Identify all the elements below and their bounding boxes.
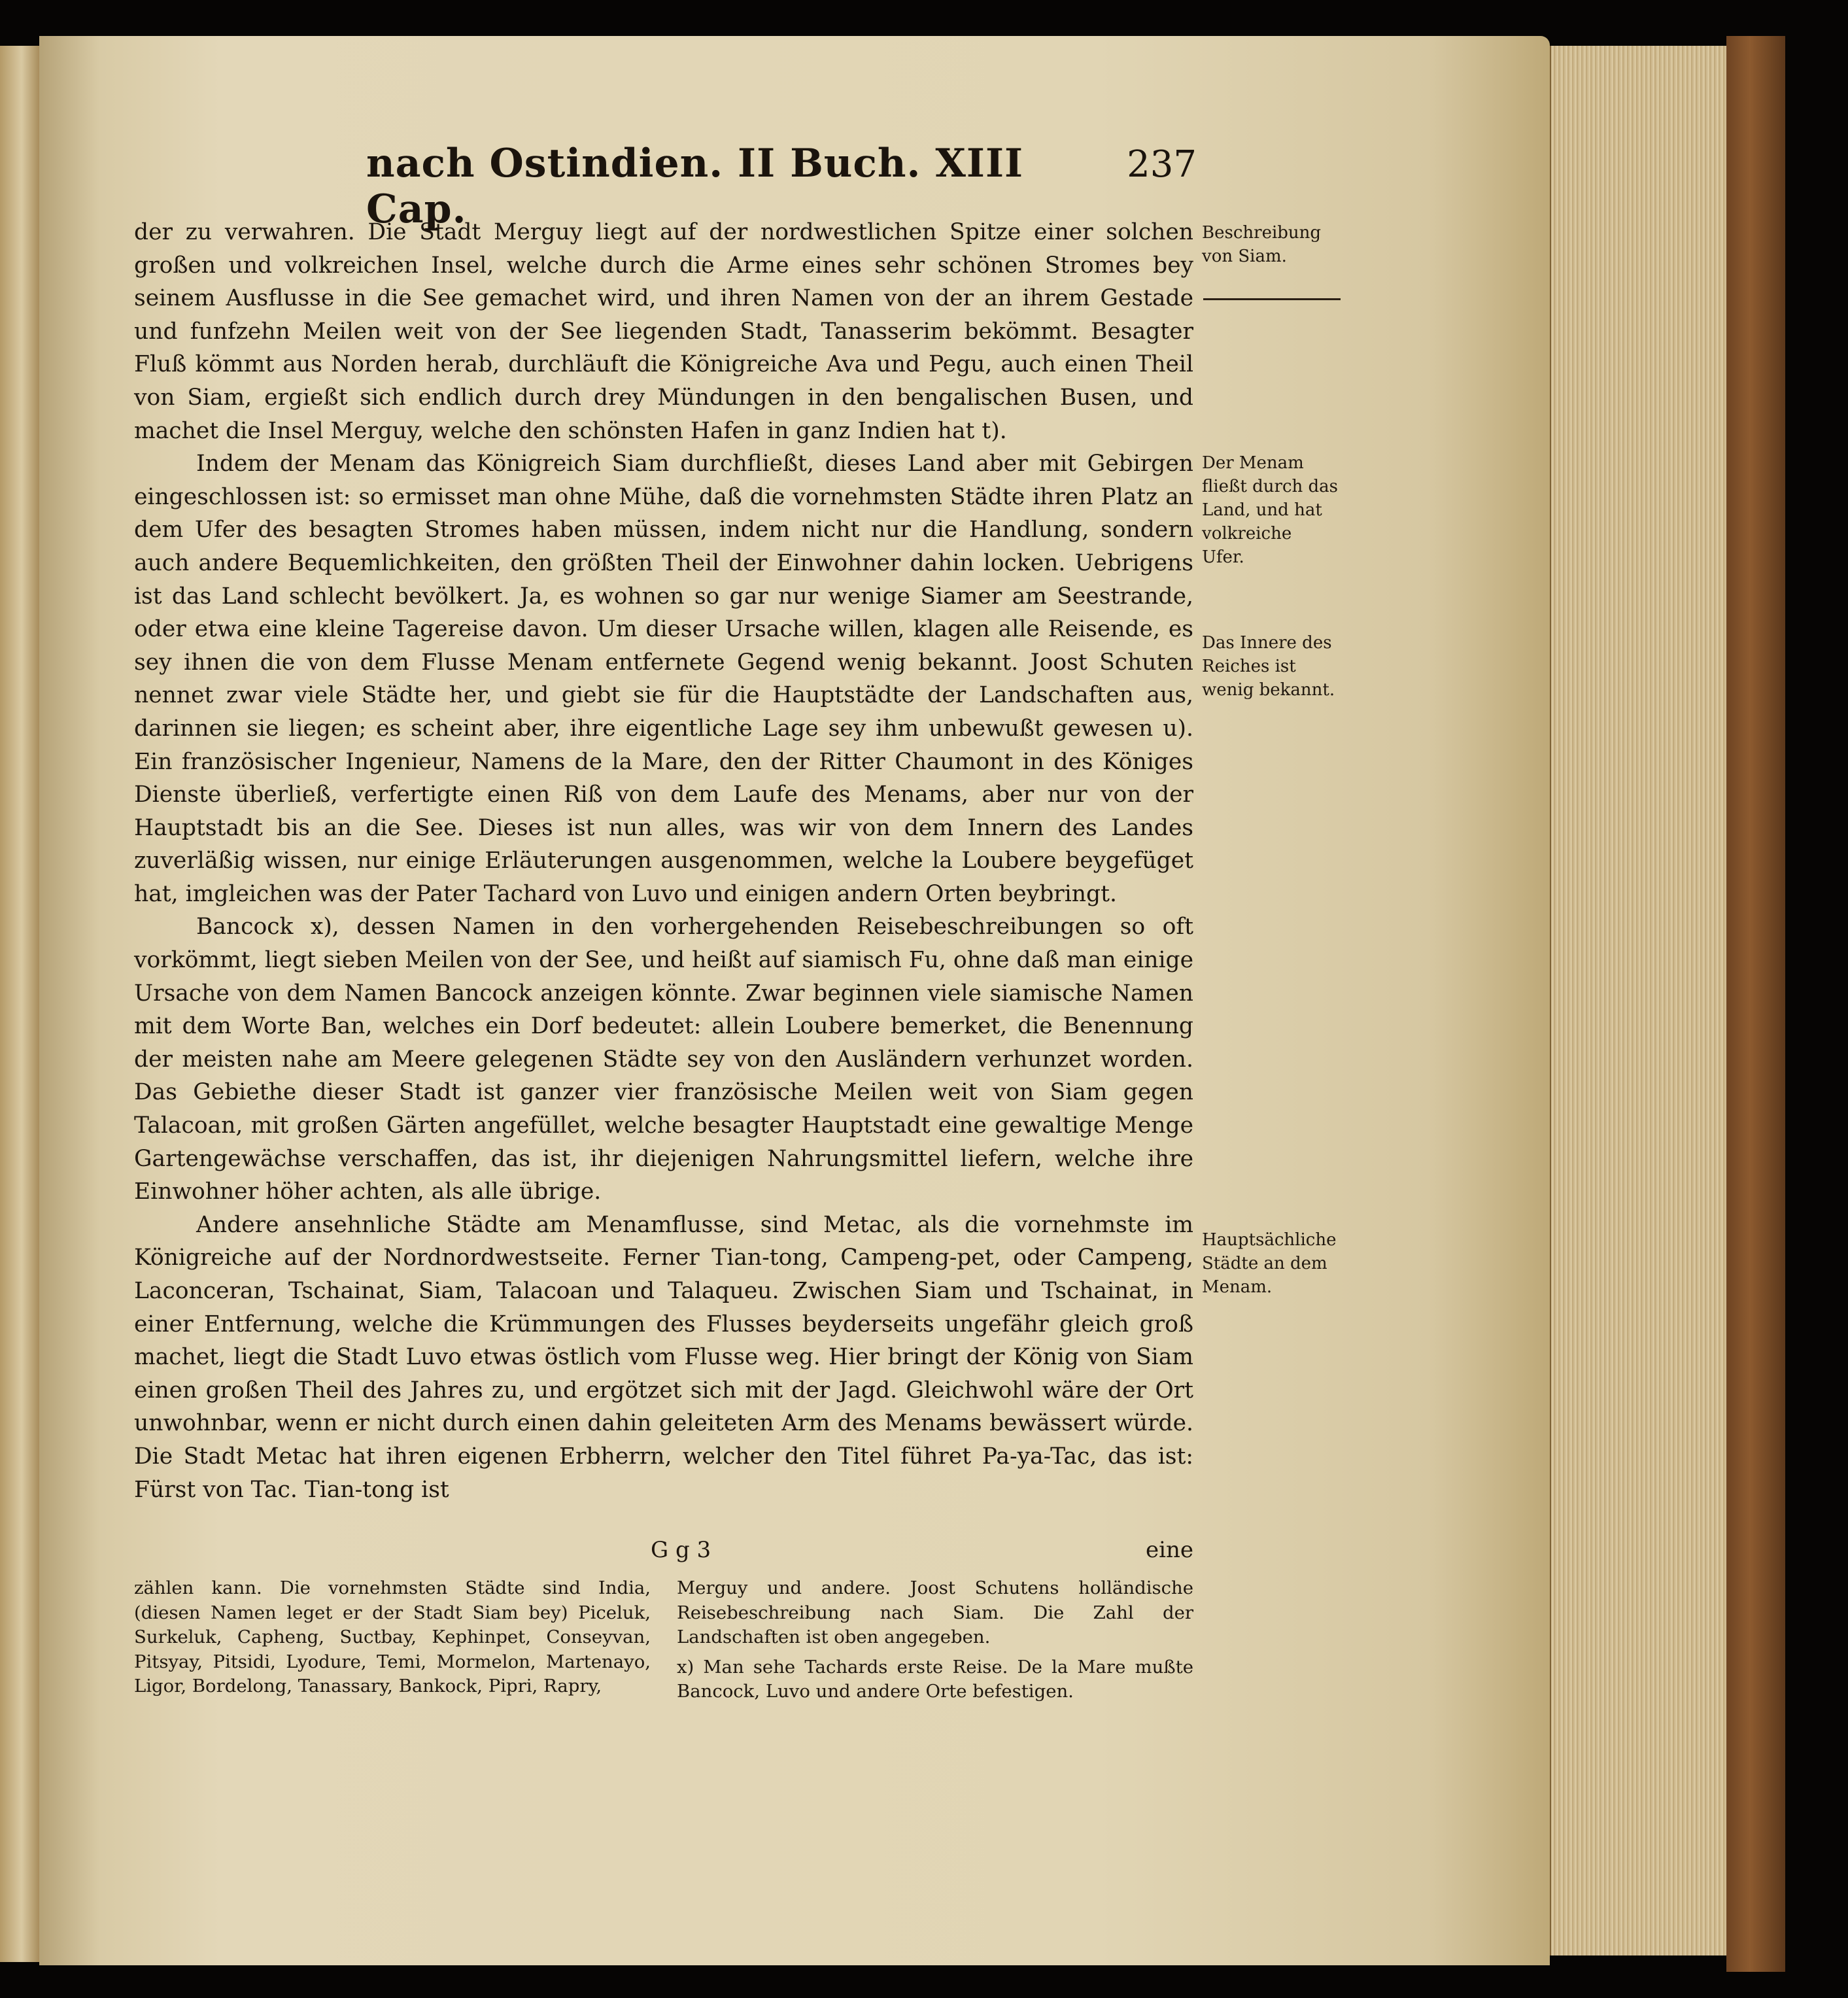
catchword: eine (1145, 1537, 1193, 1563)
paragraph: Indem der Menam das Königreich Siam durchfließt, dieses Land aber mit Gebirgen eingeschlossen ist: so ermisset man ohne Mühe, daß die vornehmsten Städte ihren Platz an dem Ufer des besagten Stromes haben müssen, indem nicht nur die Handlung, sondern auch andere Bequemlichkeiten, den größten Theil der Einwohner dahin locken. Uebrigens ist das Land schlecht bevölkert. Ja, es wohnen so gar nur wenige Siamer am Seestrande, oder etwa eine kleine Tagereise davon. Um dieser Ursache willen, klagen alle Reisende, es sey ihnen die von dem Flusse Menam entfernete Gegend wenig bekannt. Joost Schuten nennet zwar viele Städte her, und giebt sie für die Hauptstädte der Landschaften aus, darinnen sie liegen; es scheint aber, ihre eigentliche Lage sey ihm unbewußt gewesen u). Ein französischer Ingenieur, Namens de la Mare, den der Ritter Chaumont in des Königes Dienste überließ, verfertigte einen Riß von dem Laufe des Menams, aber nur von der Hauptstadt bis an die See. Dieses ist nun alles, was wir von dem Innern des Landes zuverläßig wissen, nur einige Erläuterungen ausgenommen, welche la Loubere beygefüget hat, imgleichen was der Pater Tachard von Luvo und einigen andern Orten beybringt. (134, 451, 1193, 907)
margin-note: Beschreibung von Siam. (1202, 223, 1322, 266)
margin-note: Das Innere des Reiches ist wenig bekannt. (1202, 633, 1335, 700)
footnote-column-left (134, 1576, 651, 1710)
footnote: zählen kann. Die vornehmsten Städte sind India, (diesen Namen leget er der Stadt Siam bey) Piceluk, Surkeluk, Capheng, Suctbay, Kephinpet, Conseyvan, Pitsyay, Pitsidi, Lyodure, Temi, Mormelon, Martenayo, Ligor, Bordelong, Tanassary, Bankock, Pipri, Rapry, (134, 1577, 651, 1697)
page-block-edges (1550, 46, 1728, 1955)
main-text (134, 216, 1193, 1506)
paragraph: Bancock x), dessen Namen in den vorhergehenden Reisebeschreibungen so oft vorkömmt, liegt sieben Meilen von der See, und heißt auf siamisch Fu, ohne daß man einige Ursache von dem Namen Bancock anzeigen könnte. Zwar beginnen viele siamische Namen mit dem Worte Ban, welches ein Dorf bedeutet: allein Loubere bemerket, die Benennung der meisten nahe am Meere gelegenen Städte sey von den Ausländern verhunzet worden. Das Gebiethe dieser Stadt ist ganzer vier französische Meilen weit von Siam gegen Talacoan, mit großen Gärten angefüllet, welche besagter Hauptstadt eine gewaltige Menge Gartengewächse verschaffen, das ist, ihr diejenigen Nahrungsmittel liefern, welche ihre Einwohner höher achten, als alle übrige. (134, 914, 1193, 1205)
margin-brace (1203, 289, 1341, 300)
left-page-edge (0, 46, 41, 1962)
paragraph: Andere ansehnliche Städte am Menamflusse, sind Metac, als die vornehmste im Königreiche auf der Nordnordwestseite. Ferner Tian-tong, Campeng-pet, oder Campeng, Laconceran, Tschainat, Siam, Talacoan und Talaqueu. Zwischen Siam und Tschainat, in einer Entfernung, welche die Krümmungen des Flusses beyderseits ungefähr gleich groß machet, liegt die Stadt Luvo etwas östlich vom Flusse weg. Hier bringt der König von Siam einen großen Theil des Jahres zu, und ergötzet sich mit der Jagd. Gleichwohl wäre der Ort unwohnbar, wenn er nicht durch einen dahin geleiteten Arm des Menams bewässert würde. Die Stadt Metac hat ihren eigenen Erbherrn, welcher den Titel führet Pa-ya-Tac, das ist: Fürst von Tac. Tian-tong ist (134, 1211, 1193, 1503)
signature-mark: G g 3 (651, 1537, 711, 1563)
running-head (366, 141, 1197, 232)
margin-note: Der Menam fließt durch das Land, und hat volkreiche Ufer. (1202, 453, 1338, 567)
footnote: Merguy und andere. Joost Schutens holländische Reisebeschreibung nach Siam. Die Zahl der Landschaften ist oben angegeben. (677, 1577, 1193, 1648)
footnote: x) Man sehe Tachards erste Reise. De la Mare mußte Bancock, Luvo und andere Orte befestigen. (677, 1656, 1193, 1702)
paragraph: der zu verwahren. Die Stadt Merguy liegt auf der nordwestlichen Spitze einer solchen großen und volkreichen Insel, welche durch die Arme eines sehr schönen Stromes bey seinem Ausflusse in die See gemachet wird, und ihren Namen von der an ihrem Gestade und funfzehn Meilen weit von der See liegenden Stadt, Tanasserim bekömmt. Besagter Fluß kömmt aus Norden herab, durchläuft die Königreiche Ava und Pegu, auch einen Theil von Siam, ergießt sich endlich durch drey Mündungen in den bengalischen Busen, und machet die Insel Merguy, welche den schönsten Hafen in ganz Indien hat t). (134, 219, 1193, 444)
footnotes (134, 1576, 1193, 1710)
margin-note: Hauptsächliche Städte an dem Menam. (1202, 1230, 1337, 1297)
page-number: 237 (1127, 143, 1197, 186)
book-cover-edge (1726, 36, 1785, 1972)
running-head-title: nach Ostindien. II Buch. XIII Cap. (366, 141, 1024, 232)
footnote-column-right (677, 1576, 1193, 1710)
